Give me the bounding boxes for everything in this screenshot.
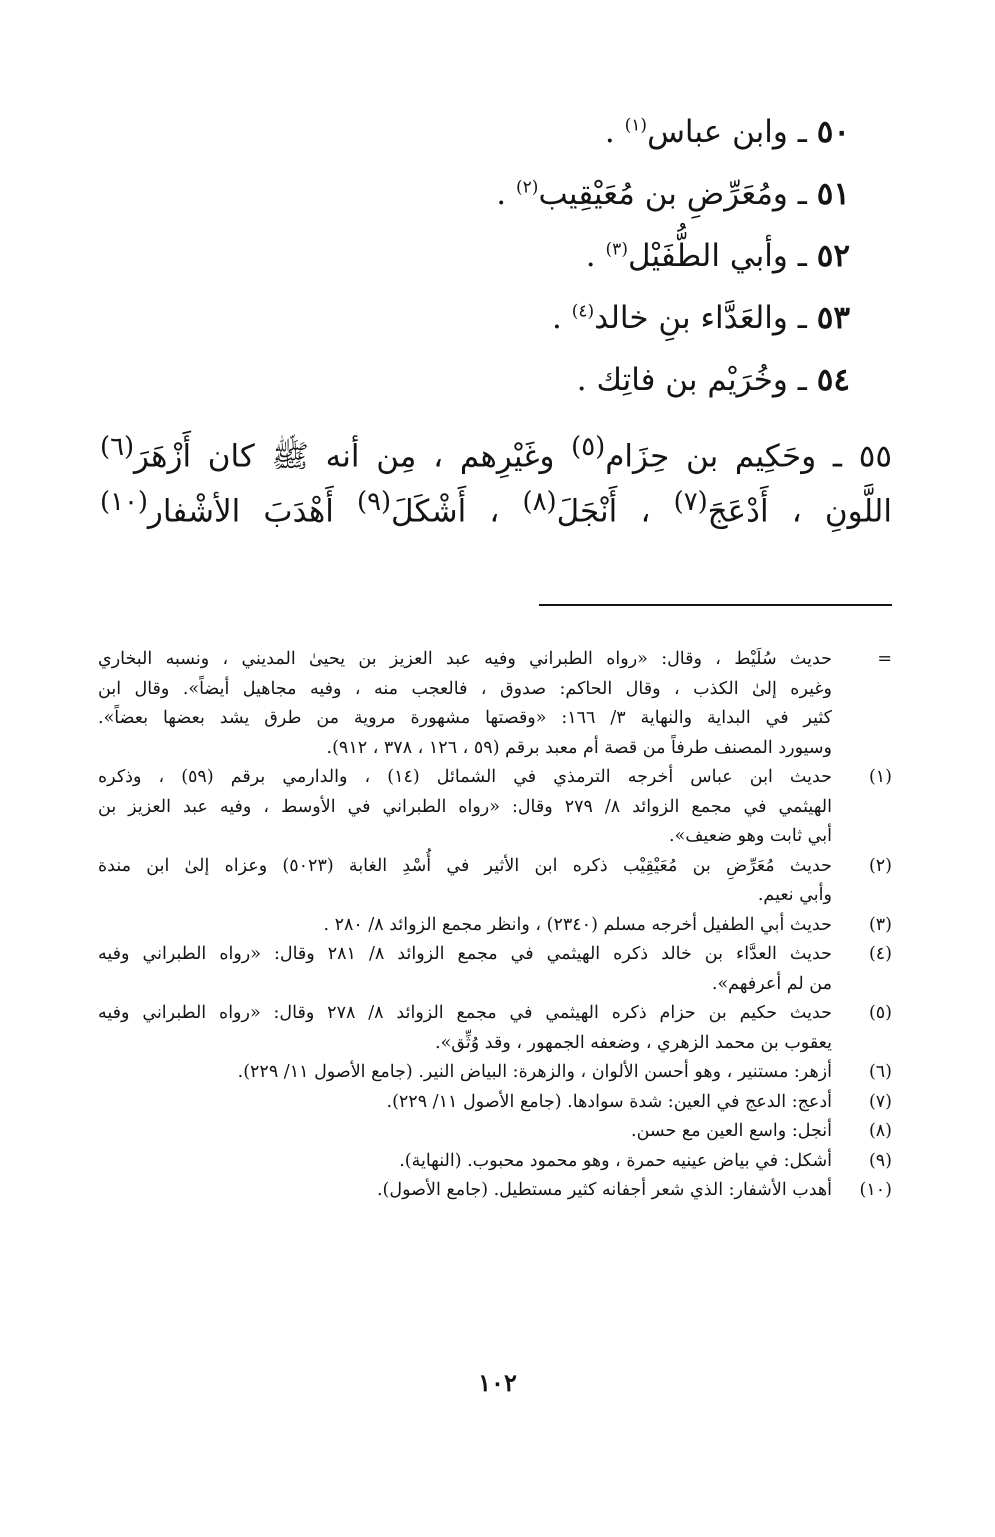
footnote-line: أزهر: مستنير ، وهو أحسن الألوان ، والزهرة: البياض النير. (جامع الأصول ١١/ ٢٢٩). bbox=[237, 1062, 832, 1082]
footnote bbox=[98, 1147, 892, 1177]
footnotes bbox=[98, 645, 892, 1206]
text-run: ، أَنْجَلَ bbox=[556, 493, 674, 530]
footnote-ref: (٧) bbox=[673, 487, 708, 518]
footnote-line: وسيورد المصنف طرفاً من قصة أم معبد برقم (٥٩ ، ١٢٦ ، ٣٧٨ ، ٩١٢). bbox=[326, 737, 832, 758]
main-line bbox=[100, 112, 850, 174]
footnote-body bbox=[98, 1058, 832, 1088]
footnote-body bbox=[98, 645, 832, 763]
paragraph-row bbox=[100, 424, 892, 479]
footnote-ref: (١) bbox=[624, 115, 648, 136]
footnote-marker: (٩) bbox=[868, 1150, 892, 1171]
footnote-ref: (٨) bbox=[522, 487, 557, 518]
footnote-body bbox=[98, 1117, 832, 1147]
entry-end: . bbox=[552, 300, 572, 336]
entry-end: . bbox=[604, 114, 625, 150]
page-number: ١٠٢ bbox=[478, 1368, 517, 1397]
footnote-line: حديث مُعَرِّضِ بن مُعَيْقِيْب ذكره ابن الأثير في أُسْدِ الغابة (٥٠٢٣) وعزاه إلىٰ ابن مندة bbox=[98, 855, 832, 876]
entry-number: ٥٢ bbox=[816, 238, 850, 274]
entry-number: ٥١ bbox=[816, 176, 850, 212]
main-line bbox=[100, 174, 850, 236]
footnote-line: أشكل: في بياض عينيه حمرة ، وهو محمود محبوب. (النهاية). bbox=[399, 1150, 832, 1171]
text-run: أَهْدَبَ الأشْفار bbox=[147, 493, 357, 530]
footnote-line: وغيره إلىٰ الكذب ، وقال الحاكم: صدوق ، فالعجب منه ، وفيه مجاهيل أيضاً». وقال ابن bbox=[98, 678, 832, 699]
footnote-marker: (٤) bbox=[868, 944, 892, 964]
footnote-body bbox=[98, 1088, 832, 1118]
footnote-ref: (١٠) bbox=[100, 487, 148, 518]
footnote-line: أبي ثابت وهو ضعيف». bbox=[669, 826, 832, 846]
paragraph-row bbox=[100, 479, 892, 534]
footnote-line: أهدب الأشفار: الذي شعر أجفانه كثير مستطيل. (جامع الأصول). bbox=[376, 1180, 832, 1200]
entry-end: . bbox=[585, 238, 606, 274]
footnote-line: حديث سُلَيْط ، وقال: «رواه الطبراني وفيه عبد العزيز بن يحيىٰ المديني ، ونسبه البخاري bbox=[98, 649, 832, 669]
footnote bbox=[98, 645, 892, 763]
entry-number: ٥٤ bbox=[816, 362, 850, 398]
entry-text: ـ والعَدَّاء بنِ خالد bbox=[594, 300, 807, 336]
footnote bbox=[98, 1088, 892, 1118]
footnote-marker: (٥) bbox=[868, 1003, 892, 1023]
main-line bbox=[100, 298, 850, 360]
footnote-ref: (٩) bbox=[357, 487, 392, 518]
footnote bbox=[98, 1058, 892, 1088]
main-text bbox=[100, 112, 892, 535]
entry-text: ـ ومُعَرِّضِ بن مُعَيْقِيب bbox=[538, 176, 807, 212]
footnote-line: وأبي نعيم. bbox=[757, 885, 832, 905]
footnote-body bbox=[98, 911, 832, 941]
footnote-line: حديث حكيم بن حزام ذكره الهيثمي في مجمع الزوائد ٨/ ٢٧٨ وقال: «رواه الطبراني وفيه bbox=[98, 1003, 832, 1023]
footnote-body bbox=[98, 852, 832, 911]
footnote-marker: (٨) bbox=[868, 1121, 892, 1141]
main-line bbox=[100, 236, 850, 298]
footnote bbox=[98, 852, 892, 911]
footnote-line: حديث العدَّاء بن خالد ذكره الهيثمي في مجمع الزوائد ٨/ ٢٨١ وقال: «رواه الطبراني وفيه bbox=[98, 944, 832, 964]
footnote-line: أنجل: واسع العين مع حسن. bbox=[631, 1121, 832, 1141]
footnote bbox=[98, 940, 892, 999]
footnote-ref: (٥) bbox=[571, 432, 606, 462]
footnote-body bbox=[98, 1147, 832, 1177]
footnote-ref: (٤) bbox=[571, 301, 595, 322]
footnote-line: الهيثمي في مجمع الزوائد ٨/ ٢٧٩ وقال: «رواه الطبراني في الأوسط ، وفيه عبد العزيز بن bbox=[98, 796, 832, 817]
footnote-body bbox=[98, 999, 832, 1058]
footnote-marker: (١) bbox=[868, 767, 892, 787]
footnote-line: حديث أبي الطفيل أخرجه مسلم (٢٣٤٠) ، وانظر مجمع الزوائد ٨/ ٢٨٠ . bbox=[323, 914, 832, 935]
footnote-marker: (٧) bbox=[868, 1091, 892, 1112]
entry-number: ٥٠ bbox=[816, 114, 850, 150]
entry-55-paragraph bbox=[100, 424, 892, 535]
entry-number: ٥٣ bbox=[816, 300, 850, 336]
footnote-separator bbox=[539, 604, 892, 606]
footnote-ref: (٢) bbox=[515, 177, 539, 198]
entry-text: ـ وخُرَيْم بن فاتِك bbox=[596, 362, 807, 398]
footnote-marker: (٦) bbox=[868, 1062, 892, 1082]
text-run: ٥٥ ـ وحَكِيم بن حِزَام bbox=[605, 438, 892, 475]
footnote-marker: (٢) bbox=[868, 855, 892, 876]
main-line bbox=[100, 360, 850, 422]
footnote bbox=[98, 911, 892, 941]
footnote-ref: (٣) bbox=[605, 239, 628, 260]
footnote bbox=[98, 1176, 892, 1206]
footnote-body bbox=[98, 763, 832, 852]
entry-end: . bbox=[576, 362, 597, 398]
footnote bbox=[98, 1117, 892, 1147]
footnote-body bbox=[98, 940, 832, 999]
footnote bbox=[98, 999, 892, 1058]
footnote-marker: (١٠) bbox=[859, 1180, 892, 1200]
footnote-line: أدعج: الدعج في العين: شدة سوادها. (جامع الأصول ١١/ ٢٢٩). bbox=[386, 1091, 832, 1112]
entry-text: ـ وأبي الطُّفَيْل bbox=[627, 238, 807, 274]
footnote bbox=[98, 763, 892, 852]
footnote-line: كثير في البداية والنهاية ٣/ ١٦٦: «وقصتها مشهورة مروية من طرق يشد بعضها بعضاً». bbox=[98, 708, 832, 728]
footnote-line: من لم أعرفهم». bbox=[711, 973, 832, 994]
footnote-body bbox=[98, 1176, 832, 1206]
footnote-marker: (٣) bbox=[868, 914, 892, 935]
footnote-marker: = bbox=[877, 649, 892, 669]
text-run: وغَيْرِهم ، مِن أنه ﷺ كان أَزْهَرَ bbox=[134, 438, 572, 475]
entry-end: . bbox=[496, 176, 516, 212]
footnote-line: يعقوب بن محمد الزهري ، وضعفه الجمهور ، وقد وُثِّق». bbox=[435, 1032, 832, 1053]
entry-text: ـ وابن عباس bbox=[647, 114, 807, 150]
footnote-line: حديث ابن عباس أخرجه الترمذي في الشمائل (١٤) ، والدارمي برقم (٥٩) ، وذكره bbox=[98, 767, 832, 787]
text-run: اللَّونِ ، أَدْعَجَ bbox=[707, 493, 892, 530]
footnote-ref: (٦) bbox=[100, 432, 135, 462]
text-run: ، أَشْكَلَ bbox=[391, 493, 523, 530]
